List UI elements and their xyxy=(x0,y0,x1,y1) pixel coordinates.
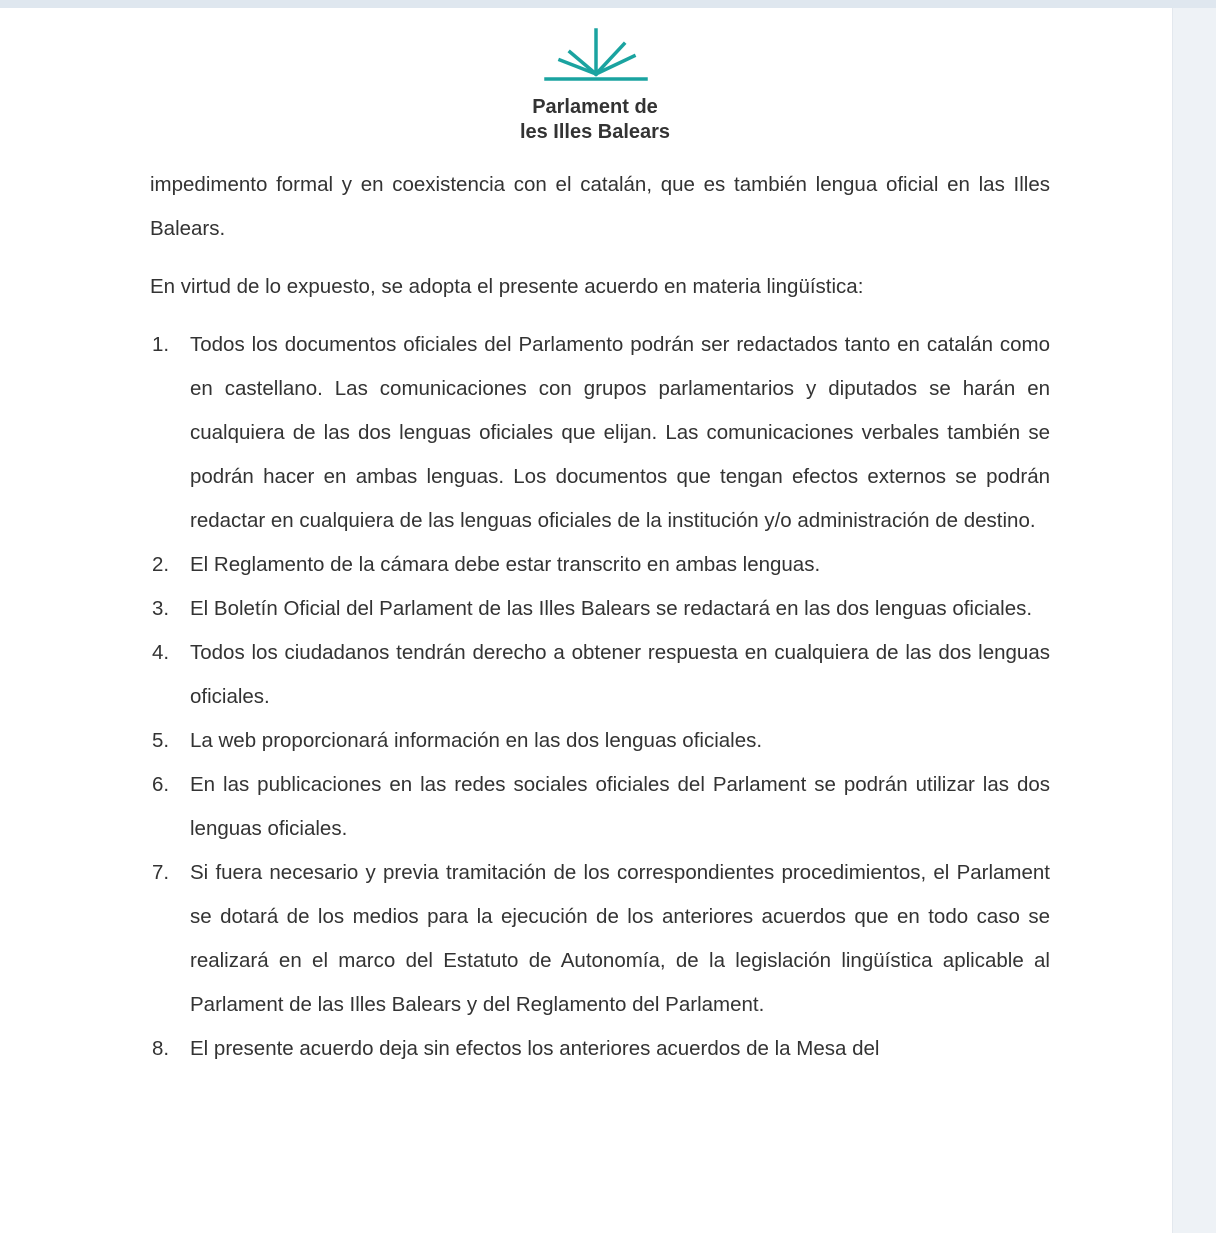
list-item-number: 8. xyxy=(152,1037,170,1060)
agreement-list xyxy=(150,323,1050,1071)
list-item xyxy=(150,719,1050,763)
list-item xyxy=(150,323,1050,543)
document-page xyxy=(0,8,1172,1233)
list-item-text: El Boletín Oficial del Parlament de las Illes Balears se redactará en las dos lenguas oficiales. xyxy=(190,597,1033,620)
list-item-number: 1. xyxy=(152,333,170,356)
list-item-number: 6. xyxy=(152,773,170,796)
list-item-text: Todos los documentos oficiales del Parlamento podrán ser redactados tanto en catalán como en castellano. Las comunicaciones con grupos parlamentarios y diputados se harán en cualquiera de las dos lenguas oficiales que elijan. Las comunicaciones verbales también se podrán hacer en ambas lenguas. Los documentos que tengan efectos externos se podrán redactar en cualquiera de las lenguas oficiales de la institución y/o administración de destino. xyxy=(190,333,1050,532)
list-item-text: El presente acuerdo deja sin efectos los anteriores acuerdos de la Mesa del xyxy=(190,1037,880,1060)
parlament-sunburst-logo-icon xyxy=(540,22,652,86)
list-item xyxy=(150,543,1050,587)
list-item xyxy=(150,851,1050,1027)
lead-paragraph: En virtud de lo expuesto, se adopta el presente acuerdo en materia lingüística: xyxy=(150,275,864,298)
intro-paragraph: impedimento formal y en coexistencia con el catalán, que es también lengua oficial en las Illes Balears. xyxy=(150,173,1050,240)
document-body xyxy=(150,163,1050,1071)
organization-name xyxy=(470,95,720,145)
list-item xyxy=(150,1027,1050,1071)
list-item-text: En las publicaciones en las redes sociales oficiales del Parlament se podrán utilizar las dos lenguas oficiales. xyxy=(190,773,1050,840)
org-name-line2: les Illes Balears xyxy=(519,121,671,143)
list-item-text: Todos los ciudadanos tendrán derecho a obtener respuesta en cualquiera de las dos lenguas oficiales. xyxy=(190,641,1050,708)
list-item-text: El Reglamento de la cámara debe estar transcrito en ambas lenguas. xyxy=(190,553,821,576)
list-item xyxy=(150,587,1050,631)
list-item-number: 3. xyxy=(152,597,170,620)
list-item xyxy=(150,631,1050,719)
list-item-number: 7. xyxy=(152,861,170,884)
list-item-number: 2. xyxy=(152,553,170,576)
list-item-number: 4. xyxy=(152,641,170,664)
list-item xyxy=(150,763,1050,851)
list-item-text: Si fuera necesario y previa tramitación de los correspondientes procedimientos, el Parlament se dotará de los medios para la ejecución de los anteriores acuerdos que en todo caso se realizará en el marco del Estatuto de Autonomía, de la legislación lingüística aplicable al Parlament de las Illes Balears y del Reglamento del Parlament. xyxy=(190,861,1050,1016)
list-item-number: 5. xyxy=(152,729,170,752)
list-item-text: La web proporcionará información en las dos lenguas oficiales. xyxy=(190,729,763,752)
viewer-top-bar xyxy=(0,0,1216,8)
org-name-line1: Parlament de xyxy=(532,96,658,118)
viewer-scroll-gutter[interactable] xyxy=(1172,8,1216,1233)
